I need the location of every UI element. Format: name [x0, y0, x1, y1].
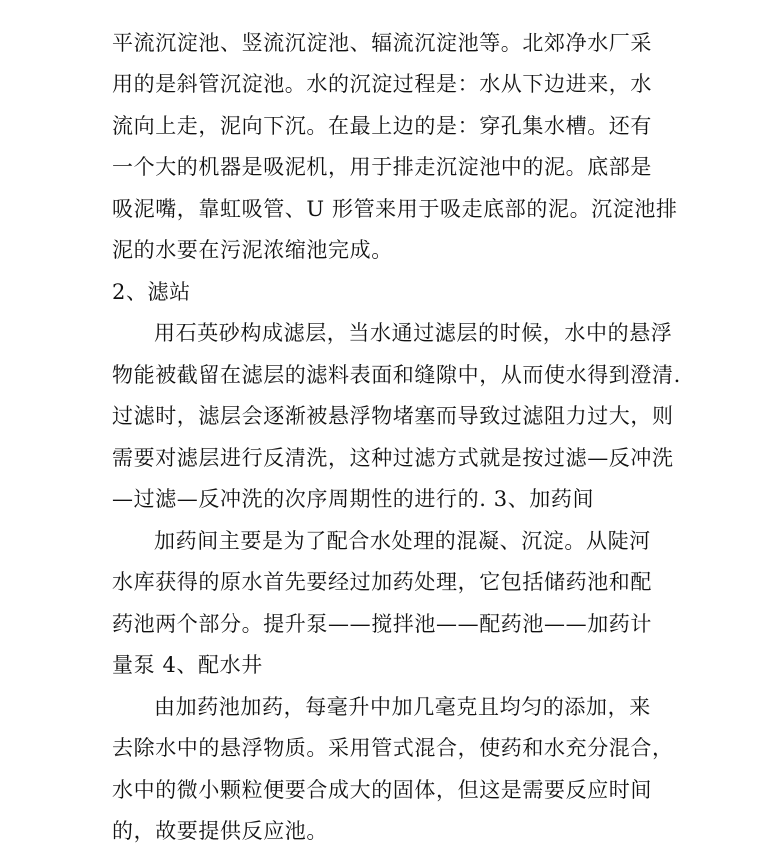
text-line: 泥的水要在污泥浓缩池完成。 — [112, 238, 393, 262]
section-heading: 2、滤站 — [112, 280, 191, 304]
text-line: 过滤时，滤层会逐渐被悬浮物堵塞而导致过滤阻力过大，则 — [112, 404, 674, 428]
text-line: —过滤—反冲洗的次序周期性的进行的. 3、加药间 — [112, 487, 595, 511]
text-line: 流向上走，泥向下沉。在最上边的是：穿孔集水槽。还有 — [112, 114, 652, 138]
text-line: 的，故要提供反应池。 — [112, 819, 328, 843]
text-line: 水中的微小颗粒便要合成大的固体，但这是需要反应时间 — [112, 778, 652, 802]
text-line: 一个大的机器是吸泥机，用于排走沉淀池中的泥。底部是 — [112, 155, 652, 179]
text-line: 药池两个部分。提升泵——搅拌池——配药池——加药计 — [112, 612, 652, 636]
text-line: 平流沉淀池、竖流沉淀池、辐流沉淀池等。北郊净水厂采 — [112, 31, 652, 55]
text-line: 加药间主要是为了配合水处理的混凝、沉淀。从陡河 — [154, 529, 651, 553]
text-line: 水库获得的原水首先要经过加药处理，它包括储药池和配 — [112, 570, 652, 594]
text-line: 去除水中的悬浮物质。采用管式混合，使药和水充分混合， — [112, 736, 674, 760]
text-line: 量泵 4、配水井 — [112, 653, 263, 677]
text-line: 物能被截留在滤层的滤料表面和缝隙中，从而使水得到澄清. — [112, 363, 681, 387]
text-line: 用的是斜管沉淀池。水的沉淀过程是：水从下边进来，水 — [112, 72, 652, 96]
text-line: 吸泥嘴，靠虹吸管、U 形管来用于吸走底部的泥。沉淀池排 — [112, 197, 678, 221]
text-line: 用石英砂构成滤层，当水通过滤层的时候，水中的悬浮 — [154, 321, 673, 345]
text-line: 由加药池加药，每毫升中加几毫克且均匀的添加，来 — [154, 695, 651, 719]
text-line: 需要对滤层进行反清洗，这种过滤方式就是按过滤—反冲洗 — [112, 446, 674, 470]
